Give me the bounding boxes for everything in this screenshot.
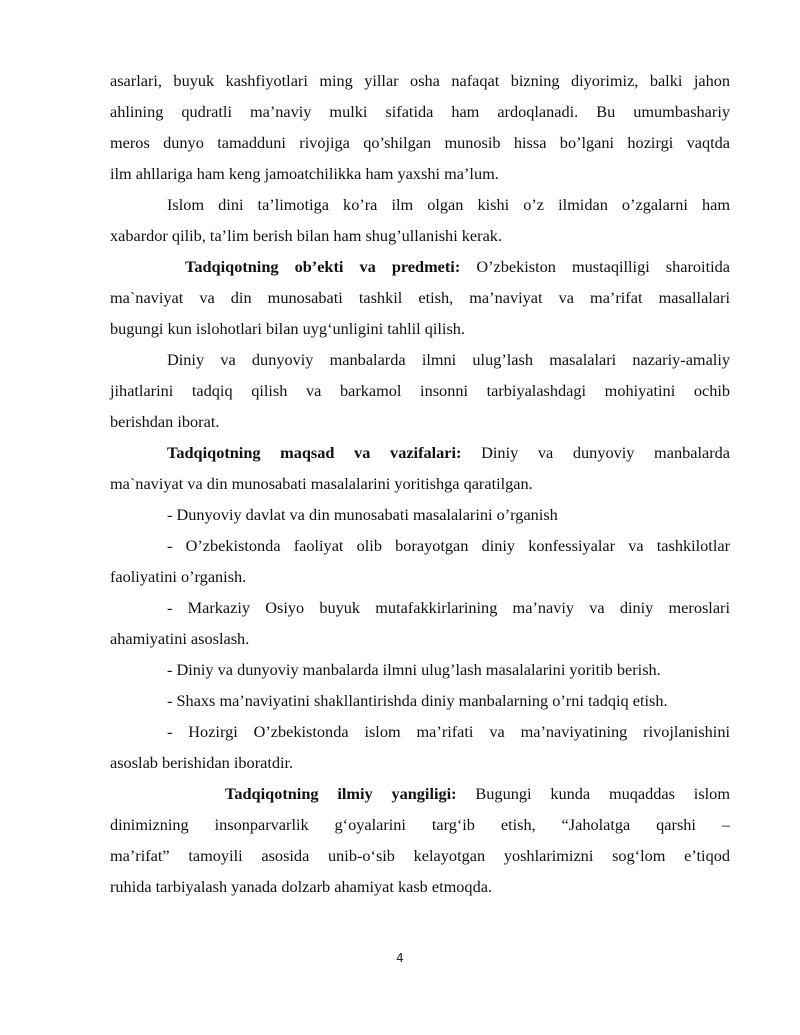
list-item: - Markaziy Osiyo buyuk mutafakkirlarining ma’naviy va diniy meroslari xyxy=(167,598,730,617)
text-line: faoliyatini o’rganish. xyxy=(110,567,247,586)
list-item: - Shaxs ma’naviyatini shakllantirishda diniy manbalarning o’rni tadqiq etish. xyxy=(167,691,668,710)
paragraph-heading-line xyxy=(167,442,730,464)
list-item: - Hozirgi O’zbekistonda islom ma’rifati va ma’naviyatining rivojlanishini xyxy=(167,722,730,741)
text-line: xabardor qilib, ta’lim berish bilan ham shug’ullanishi kerak. xyxy=(110,226,503,245)
text-line: ma’rifat” tamoyili asosida unib-o‘sib kelayotgan yoshlarimizni sog‘lom e’tiqod xyxy=(110,846,730,865)
text-line: jihatlarini tadqiq qilish va barkamol insonni tarbiyalashdagi mohiyatini ochib xyxy=(110,381,730,400)
text-line: meros dunyo tamadduni rivojiga qo’shilgan munosib hissa bo’lgani hozirgi vaqtda xyxy=(110,133,730,152)
text-line: Diniy va dunyoviy manbalarda ilmni ulug’lash masalalari nazariy-amaliy xyxy=(167,350,730,369)
text-line: asarlari, buyuk kashfiyotlari ming yillar osha nafaqat bizning diyorimiz, balki jahon xyxy=(110,71,730,90)
text-line: ahlining qudratli ma’naviy mulki sifatida ham ardoqlanadi. Bu umumbashariy xyxy=(110,102,730,121)
text-span: Diniy va dunyoviy manbalarda xyxy=(481,443,730,462)
text-line: asoslab berishidan iboratdir. xyxy=(110,753,294,772)
text-line: ma`naviyat va din munosabati masalalarini yoritishga qaratilgan. xyxy=(110,474,533,493)
text-line: berishdan iborat. xyxy=(110,412,220,431)
text-line: ilm ahllariga ham keng jamoatchilikka ham yaxshi ma’lum. xyxy=(110,164,499,183)
text-line: Islom dini ta’limotiga ko’ra ilm olgan kishi o’z ilmidan o’zgalarni ham xyxy=(167,195,730,214)
goal-heading: Tadqiqotning maqsad va vazifalari: xyxy=(167,443,462,462)
text-span: Bugungi kunda muqaddas islom xyxy=(475,784,730,803)
text-line: bugungi kun islohotlari bilan uyg‘unligini tahlil qilish. xyxy=(110,319,466,338)
text-span: O’zbekiston mustaqilligi sharoitida xyxy=(476,257,730,276)
paragraph-heading-line xyxy=(225,783,730,805)
text-line: ma`naviyat va din munosabati tashkil etish, ma’naviyat va ma’rifat masallalari xyxy=(110,288,730,307)
object-heading: Tadqiqotning ob’ekti va predmeti: xyxy=(185,257,461,276)
paragraph-heading-line xyxy=(185,256,730,278)
novelty-heading: Tadqiqotning ilmiy yangiligi: xyxy=(225,784,457,803)
list-item: - Dunyoviy davlat va din munosabati masalalarini o’rganish xyxy=(167,505,558,524)
text-line: ahamiyatini asoslash. xyxy=(110,629,250,648)
text-line: ruhida tarbiyalash yanada dolzarb ahamiyat kasb etmoqda. xyxy=(110,877,493,896)
text-line: dinimizning insonparvarlik g‘oyalarini targ‘ib etish, “Jaholatga qarshi – xyxy=(110,815,730,834)
page-number: 4 xyxy=(396,951,404,965)
list-item: - O’zbekistonda faoliyat olib borayotgan diniy konfessiyalar va tashkilotlar xyxy=(167,536,730,555)
list-item: - Diniy va dunyoviy manbalarda ilmni ulug’lash masalalarini yoritib berish. xyxy=(167,660,661,679)
